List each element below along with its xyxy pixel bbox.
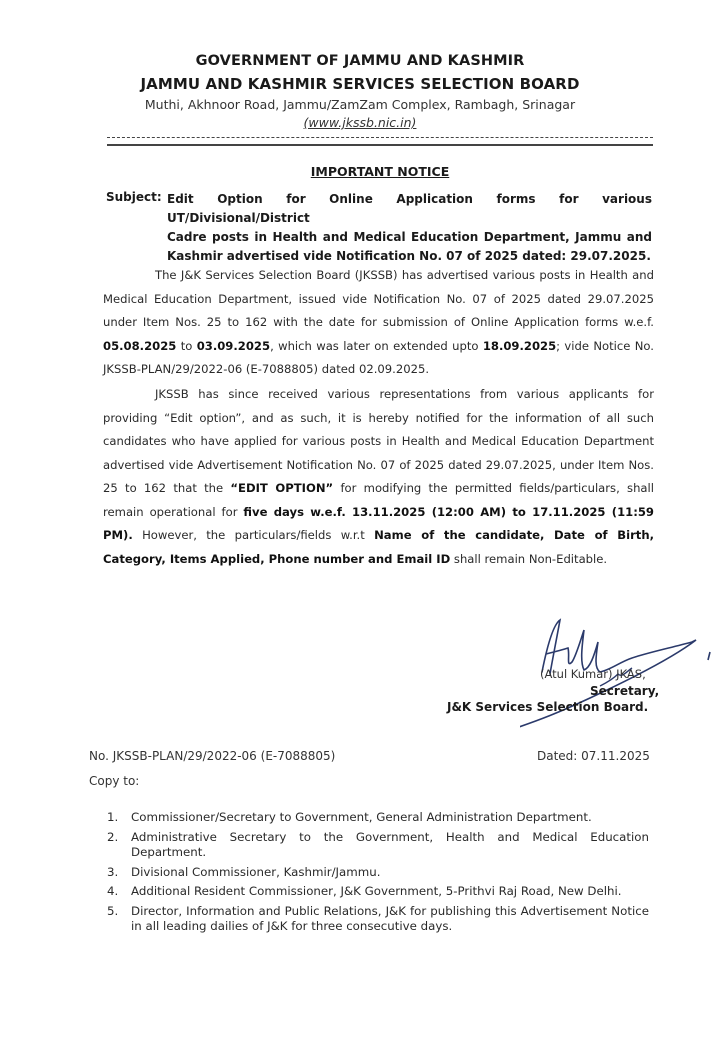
reference-number: No. JKSSB-PLAN/29/2022-06 (E-7088805) xyxy=(89,749,336,763)
edit-option-label: “EDIT OPTION” xyxy=(230,481,334,495)
end-date: 03.09.2025 xyxy=(196,338,271,353)
copy-to-list xyxy=(107,810,649,939)
list-item: 5. Director, Information and Public Relations, J&K for publishing this Advertisement Notice in all leading dailies of J&K for three consecutive days. xyxy=(107,903,649,933)
header-solid-divider xyxy=(107,144,653,146)
list-item: 3. Divisional Commissioner, Kashmir/Jammu. xyxy=(107,864,381,879)
subject-line: Edit Option for Online Application forms for various UT/Divisional/District xyxy=(167,192,652,225)
header-government: GOVERNMENT OF JAMMU AND KASHMIR xyxy=(195,53,525,69)
signatory-organization: J&K Services Selection Board. xyxy=(447,700,649,714)
start-date: 05.08.2025 xyxy=(103,338,177,353)
subject-label: Subject: xyxy=(106,190,162,204)
notice-title: IMPORTANT NOTICE xyxy=(310,164,450,179)
subject-text xyxy=(167,190,652,266)
non-editable-fields: Name of the candidate, Date of Birth, Category, Items Applied, Phone number and Email ID xyxy=(103,528,654,566)
paragraph-edit-option: JKSSB has since received various representations from various applicants for providing “Edit option”, and as such, it is hereby notified for the information of all such candidates who have applied for various posts in Health and Medical Education Department advertised vide Advertisement Notification No. 07 of 2025 dated 29.07.2025, under Item Nos. 25 to 162 that the “EDIT OPTION” for modifying the permitted fields/particulars, shall remain operational for five days w.e.f. 13.11.2025 (12:00 AM) to 17.11.2025 (11:59 PM). However, the particulars/fields w.r.t Name of the candidate, Date of Birth, Category, Items Applied, Phone number and Email ID shall remain Non-Editable. xyxy=(103,387,654,566)
list-item: 4. Additional Resident Commissioner, J&K Government, 5-Prithvi Raj Road, New Delhi. xyxy=(107,884,622,898)
signatory-name: (Atul Kumar) JKAS, xyxy=(540,667,646,681)
extended-date: 18.09.2025 xyxy=(482,338,557,353)
subject-line: Kashmir advertised vide Notification No. 07 of 2025 dated: 29.07.2025. xyxy=(167,249,651,263)
header-dashed-divider xyxy=(107,137,653,138)
signatory-title: Secretary, xyxy=(590,684,660,698)
reference-date: Dated: 07.11.2025 xyxy=(537,749,650,763)
list-item: 2. Administrative Secretary to the Government, Health and Medical Education Department. xyxy=(107,829,649,859)
paragraph-advertisement: The J&K Services Selection Board (JKSSB) has advertised various posts in Health and Medical Education Department, issued vide Notification No. 07 of 2025 dated 29.07.2025 under Item Nos. 25 to 162 with the date for submission of Online Application forms w.e.f. 05.08.2025 to 03.09.2025, which was later on extended upto 18.09.2025; vide Notice No. JKSSB-PLAN/29/2022-06 (E-7088805) dated 02.09.2025. xyxy=(103,268,654,376)
header-website-link[interactable]: (www.jkssb.nic.in) xyxy=(303,115,417,130)
header-board: JAMMU AND KASHMIR SERVICES SELECTION BOARD xyxy=(140,75,580,93)
copy-to-label: Copy to: xyxy=(89,774,140,788)
subject-line: Cadre posts in Health and Medical Education Department, Jammu and xyxy=(167,230,652,244)
header-address: Muthi, Akhnoor Road, Jammu/ZamZam Complex, Rambagh, Srinagar xyxy=(144,97,576,112)
edit-window-dates: five days w.e.f. 13.11.2025 (12:00 AM) to 17.11.2025 (11:59 PM). xyxy=(103,504,654,542)
list-item: 1. Commissioner/Secretary to Government, General Administration Department. xyxy=(107,810,592,824)
